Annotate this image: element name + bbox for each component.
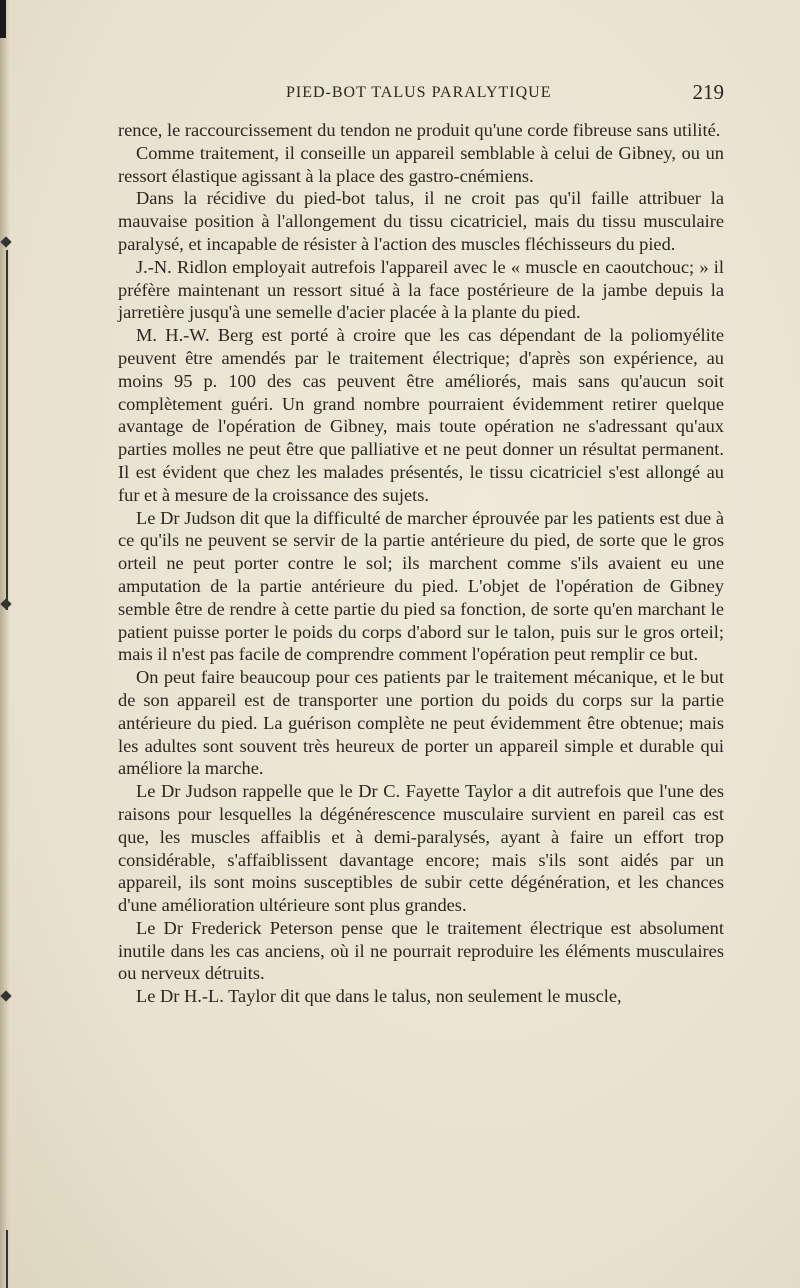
running-title: PIED-BOT TALUS PARALYTIQUE <box>286 84 552 101</box>
paragraph: Le Dr H.-L. Taylor dit que dans le talus, non seulement le muscle, <box>136 986 622 1007</box>
paragraph: rence, le raccourcissement du tendon ne produit qu'une corde fibreuse sans utilité. <box>118 120 721 140</box>
page-number: 219 <box>692 80 724 104</box>
body-text <box>118 119 724 1008</box>
page-header <box>118 80 724 108</box>
paragraph: M. H.-W. Berg est porté à croire que les cas dépendant de la poliomyélite peuvent être amendés par le traitement électrique; d'après son expérience, au moins 95 p. 100 des cas peuvent être améliorés, mais sans qu'aucun soit complètement guéri. Un grand nombre pourraient évidemment retirer quelque avantage de l'opération de Gibney, mais toute opération ne s'adressant qu'aux parties molles ne peut être que palliative et ne peut donner un résultat permanent. Il est évident que chez les malades présentés, le tissu cicatriciel s'est allongé au fur et à mesure de la croissance des sujets. <box>118 325 724 505</box>
margin-rule <box>6 1230 8 1288</box>
paragraph: On peut faire beaucoup pour ces patients par le traitement mécanique, et le but de son appareil est de transporter une portion du poids du corps sur la partie antérieure du pied. La guérison complète ne peut évidemment être obtenue; mais les adultes sont souvent très heureux de porter un appareil simple et durable qui améliore la marche. <box>118 667 724 779</box>
paragraph: J.-N. Ridlon employait autrefois l'appareil avec le « muscle en caoutchouc; » il préfère maintenant un ressort situé à la face postérieure de la jambe depuis la jarretière jusqu'à une semelle d'acier placée à la plante du pied. <box>118 256 724 323</box>
paragraph: Comme traitement, il conseille un appareil semblable à celui de Gibney, ou un ressort élastique agissant à la place des gastro-cnémiens. <box>118 142 724 186</box>
paragraph: Le Dr Frederick Peterson pense que le traitement électrique est absolument inutile dans les cas anciens, où il ne pourrait reproduire les éléments musculaires ou nerveux détruits. <box>118 917 724 984</box>
paragraph: Le Dr Judson rappelle que le Dr C. Fayette Taylor a dit autrefois que l'une des raisons pour lesquelles la dégénérescence musculaire survient en pareil cas est que, les muscles affaiblis et à demi-paralysés, ayant à faire un effort trop considérable, s'affaiblissent davantage encore; mais s'ils sont aidés par un appareil, ils sont moins susceptibles de subir cette dégénération, et les chances d'une amélioration ultérieure sont plus grandes. <box>118 781 724 916</box>
paragraph: Dans la récidive du pied-bot talus, il ne croit pas qu'il faille attribuer la mauvaise position à l'allongement du tissu cicatriciel, mais du tissu musculaire paralysé, et incapable de résister à l'action des muscles fléchisseurs du pied. <box>118 188 724 254</box>
binding-mark <box>0 0 6 38</box>
page-left-edge <box>0 0 10 1288</box>
margin-rule <box>6 250 8 610</box>
paragraph: Le Dr Judson dit que la difficulté de marcher éprouvée par les patients est due à ce qu'ils ne peuvent se servir de la partie antérieure du pied, de sorte que le gros orteil ne peut porter contre le sol; ils marchent comme s'ils avaient eu une amputation de la partie antérieure du pied. L'objet de l'opération de Gibney semble être de rendre à cette partie du pied sa fonction, de sorte qu'en marchant le patient puisse porter le poids du corps d'abord sur le talon, puis sur le gros orteil; mais il n'est pas facile de comprendre comment l'opération peut remplir ce but. <box>118 507 724 665</box>
